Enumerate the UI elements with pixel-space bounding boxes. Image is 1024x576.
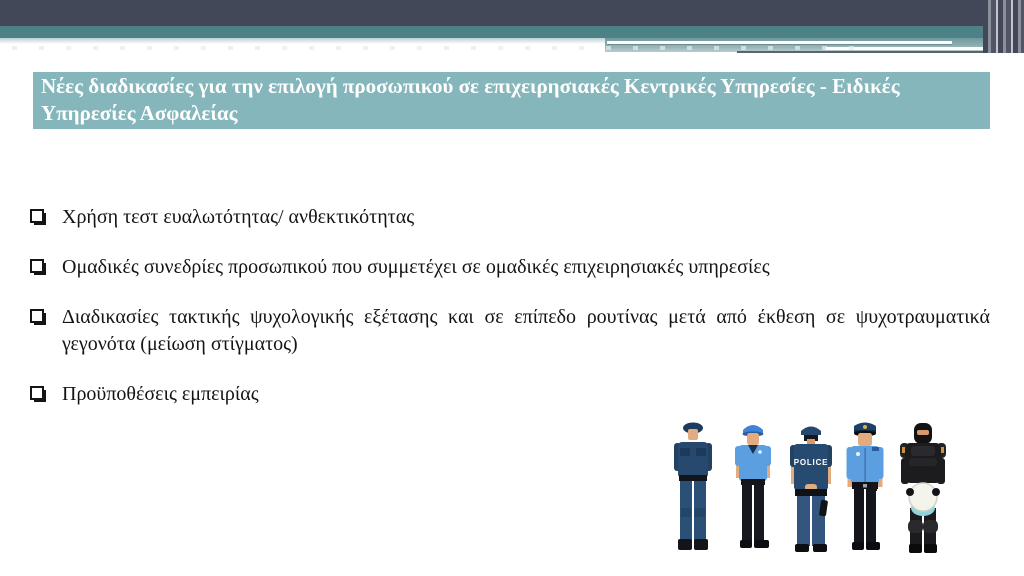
officer-peaked-cap: [847, 423, 884, 551]
header-accent-line-dark: [737, 51, 1012, 53]
officer-light-blue-shirt: [735, 425, 771, 548]
officer-police-back: [790, 427, 832, 553]
checkbox-bullet-icon: [30, 259, 47, 276]
bullet-item: [30, 304, 990, 358]
bullet-list: [30, 204, 990, 431]
checkbox-bullet-icon: [30, 209, 47, 226]
slide-title-bar: [33, 72, 990, 129]
bullet-text: Χρήση τεστ ευαλωτότητας/ ανθεκτικότητας: [62, 206, 415, 228]
checkbox-bullet-icon: [30, 386, 47, 403]
bullet-item: [30, 254, 990, 281]
officer-riot-gear: [900, 423, 946, 553]
officer-tactical-beret: [674, 423, 712, 551]
header-accent-line-1: [607, 41, 952, 44]
bullet-text: Διαδικασίες τακτικής ψυχολογικής εξέτασης και σε επίπεδο ρουτίνας μετά από έκθεση σε ψυχοτραυματικά γεγονότα (μείωση στίγματος): [62, 306, 990, 355]
checkbox-bullet-icon: [30, 309, 47, 326]
bullet-text: Ομαδικές συνεδρίες προσωπικού που συμμετέχει σε ομαδικές επιχειρησιακές υπηρεσίες: [62, 256, 770, 278]
slide-title: Νέες διαδικασίες για την επιλογή προσωπικού σε επιχειρησιακές Κεντρικές Υπηρεσίες - Ειδικές Υπηρεσίες Ασφαλείας: [41, 74, 900, 125]
corner-vertical-stripes: [983, 0, 1024, 53]
police-shirt-label: POLICE: [793, 458, 829, 467]
bullet-text: Προϋποθέσεις εμπειρίας: [62, 383, 259, 405]
bullet-item: [30, 204, 990, 231]
teal-stripe: [0, 26, 1024, 38]
bullet-item: [30, 381, 990, 408]
police-officers-illustration: [660, 418, 960, 566]
top-dark-bar: [0, 0, 1024, 26]
faint-dot-row: [12, 46, 857, 50]
